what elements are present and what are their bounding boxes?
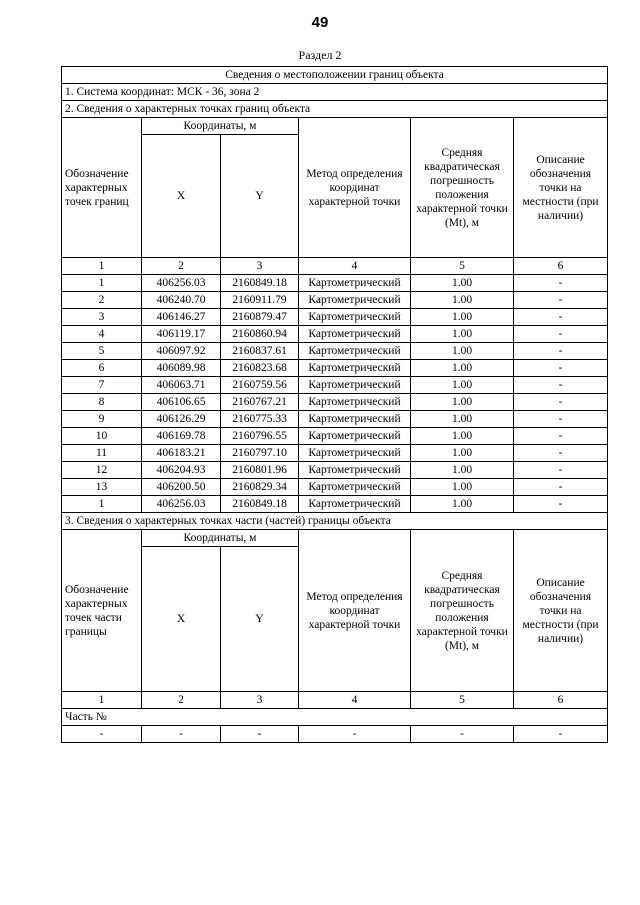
x-value: 406146.27	[142, 309, 221, 326]
table-row	[62, 343, 608, 360]
block1-col-x: X	[142, 135, 221, 258]
x-value: 406256.03	[142, 496, 221, 513]
desc-value: -	[514, 360, 608, 377]
error-value: 1.00	[411, 343, 514, 360]
table-row	[62, 479, 608, 496]
x-value: 406097.92	[142, 343, 221, 360]
desc-value: -	[514, 479, 608, 496]
point-id: 4	[62, 326, 142, 343]
block2-col-desc: Описание обозначения точки на местности (при наличии)	[514, 530, 608, 692]
point-id: 13	[62, 479, 142, 496]
table-row	[62, 326, 608, 343]
point-id: 3	[62, 309, 142, 326]
empty-cell: -	[221, 726, 299, 743]
error-value: 1.00	[411, 462, 514, 479]
block2-col-x: X	[142, 547, 221, 692]
column-number: 2	[142, 692, 221, 709]
error-value: 1.00	[411, 292, 514, 309]
boundary-table	[61, 66, 608, 743]
method-value: Картометрический	[299, 394, 411, 411]
empty-cell: -	[62, 726, 142, 743]
desc-value: -	[514, 428, 608, 445]
x-value: 406200.50	[142, 479, 221, 496]
column-number: 4	[299, 258, 411, 275]
point-id: 10	[62, 428, 142, 445]
block2-col-error: Средняя квадратическая погрешность положения характерной точки (Mt), м	[411, 530, 514, 692]
column-number: 2	[142, 258, 221, 275]
y-value: 2160796.55	[221, 428, 299, 445]
desc-value: -	[514, 292, 608, 309]
y-value: 2160849.18	[221, 496, 299, 513]
table-row	[62, 377, 608, 394]
error-value: 1.00	[411, 479, 514, 496]
error-value: 1.00	[411, 275, 514, 292]
error-value: 1.00	[411, 496, 514, 513]
point-id: 2	[62, 292, 142, 309]
desc-value: -	[514, 394, 608, 411]
desc-value: -	[514, 326, 608, 343]
error-value: 1.00	[411, 428, 514, 445]
method-value: Картометрический	[299, 275, 411, 292]
x-value: 406256.03	[142, 275, 221, 292]
y-value: 2160829.34	[221, 479, 299, 496]
method-value: Картометрический	[299, 377, 411, 394]
block1-col-y: Y	[221, 135, 299, 258]
y-value: 2160911.79	[221, 292, 299, 309]
desc-value: -	[514, 445, 608, 462]
part-label: Часть №	[62, 709, 608, 726]
error-value: 1.00	[411, 411, 514, 428]
point-id: 12	[62, 462, 142, 479]
empty-cell: -	[142, 726, 221, 743]
method-value: Картометрический	[299, 360, 411, 377]
block2-col-method: Метод определения координат характерной точки	[299, 530, 411, 692]
point-id: 1	[62, 496, 142, 513]
table-row	[62, 292, 608, 309]
point-id: 5	[62, 343, 142, 360]
y-value: 2160797.10	[221, 445, 299, 462]
x-value: 406106.65	[142, 394, 221, 411]
method-value: Картометрический	[299, 343, 411, 360]
x-value: 406126.29	[142, 411, 221, 428]
point-id: 1	[62, 275, 142, 292]
x-value: 406169.78	[142, 428, 221, 445]
block1-number-row	[62, 258, 608, 275]
column-number: 1	[62, 692, 142, 709]
column-number: 5	[411, 692, 514, 709]
block2-heading: 3. Сведения о характерных точках части (частей) границы объекта	[62, 513, 608, 530]
column-number: 1	[62, 258, 142, 275]
y-value: 2160849.18	[221, 275, 299, 292]
y-value: 2160775.33	[221, 411, 299, 428]
method-value: Картометрический	[299, 445, 411, 462]
table-row	[62, 462, 608, 479]
desc-value: -	[514, 496, 608, 513]
error-value: 1.00	[411, 394, 514, 411]
table-row	[62, 360, 608, 377]
column-number: 4	[299, 692, 411, 709]
x-value: 406183.21	[142, 445, 221, 462]
point-id: 6	[62, 360, 142, 377]
desc-value: -	[514, 377, 608, 394]
empty-cell: -	[411, 726, 514, 743]
column-number: 3	[221, 692, 299, 709]
block1-col-method: Метод определения координат характерной точки	[299, 118, 411, 258]
x-value: 406119.17	[142, 326, 221, 343]
desc-value: -	[514, 411, 608, 428]
method-value: Картометрический	[299, 496, 411, 513]
block1-heading: 2. Сведения о характерных точках границ объекта	[62, 101, 608, 118]
error-value: 1.00	[411, 326, 514, 343]
table-row	[62, 275, 608, 292]
table-row	[62, 428, 608, 445]
table-row	[62, 309, 608, 326]
x-value: 406063.71	[142, 377, 221, 394]
coordinate-system: 1. Система координат: МСК - 36, зона 2	[62, 84, 608, 101]
block2-number-row	[62, 692, 608, 709]
error-value: 1.00	[411, 377, 514, 394]
method-value: Картометрический	[299, 292, 411, 309]
y-value: 2160767.21	[221, 394, 299, 411]
table-row	[62, 394, 608, 411]
point-id: 7	[62, 377, 142, 394]
error-value: 1.00	[411, 309, 514, 326]
block1-col-point: Обозначение характерных точек границ	[62, 118, 142, 258]
point-id: 11	[62, 445, 142, 462]
x-value: 406204.93	[142, 462, 221, 479]
block1-col-error: Средняя квадратическая погрешность положения характерной точки (Mt), м	[411, 118, 514, 258]
empty-cell: -	[514, 726, 608, 743]
point-id: 8	[62, 394, 142, 411]
table-row	[62, 411, 608, 428]
error-value: 1.00	[411, 445, 514, 462]
block2-col-point: Обозначение характерных точек части границы	[62, 530, 142, 692]
section-label: Раздел 2	[298, 48, 342, 62]
y-value: 2160801.96	[221, 462, 299, 479]
desc-value: -	[514, 309, 608, 326]
x-value: 406089.98	[142, 360, 221, 377]
method-value: Картометрический	[299, 462, 411, 479]
y-value: 2160823.68	[221, 360, 299, 377]
column-number: 3	[221, 258, 299, 275]
error-value: 1.00	[411, 360, 514, 377]
method-value: Картометрический	[299, 326, 411, 343]
block2-col-y: Y	[221, 547, 299, 692]
column-number: 5	[411, 258, 514, 275]
desc-value: -	[514, 275, 608, 292]
block2-col-coords: Координаты, м	[142, 530, 299, 547]
table-title: Сведения о местоположении границ объекта	[62, 67, 608, 84]
column-number: 6	[514, 692, 608, 709]
y-value: 2160879.47	[221, 309, 299, 326]
y-value: 2160860.94	[221, 326, 299, 343]
point-id: 9	[62, 411, 142, 428]
desc-value: -	[514, 343, 608, 360]
method-value: Картометрический	[299, 411, 411, 428]
y-value: 2160759.56	[221, 377, 299, 394]
y-value: 2160837.61	[221, 343, 299, 360]
table-row	[62, 726, 608, 743]
empty-cell: -	[299, 726, 411, 743]
table-row	[62, 445, 608, 462]
method-value: Картометрический	[299, 309, 411, 326]
page-number: 49	[311, 14, 329, 31]
table-row	[62, 496, 608, 513]
desc-value: -	[514, 462, 608, 479]
method-value: Картометрический	[299, 479, 411, 496]
block1-col-coords: Координаты, м	[142, 118, 299, 135]
block1-col-desc: Описание обозначения точки на местности (при наличии)	[514, 118, 608, 258]
x-value: 406240.70	[142, 292, 221, 309]
column-number: 6	[514, 258, 608, 275]
method-value: Картометрический	[299, 428, 411, 445]
